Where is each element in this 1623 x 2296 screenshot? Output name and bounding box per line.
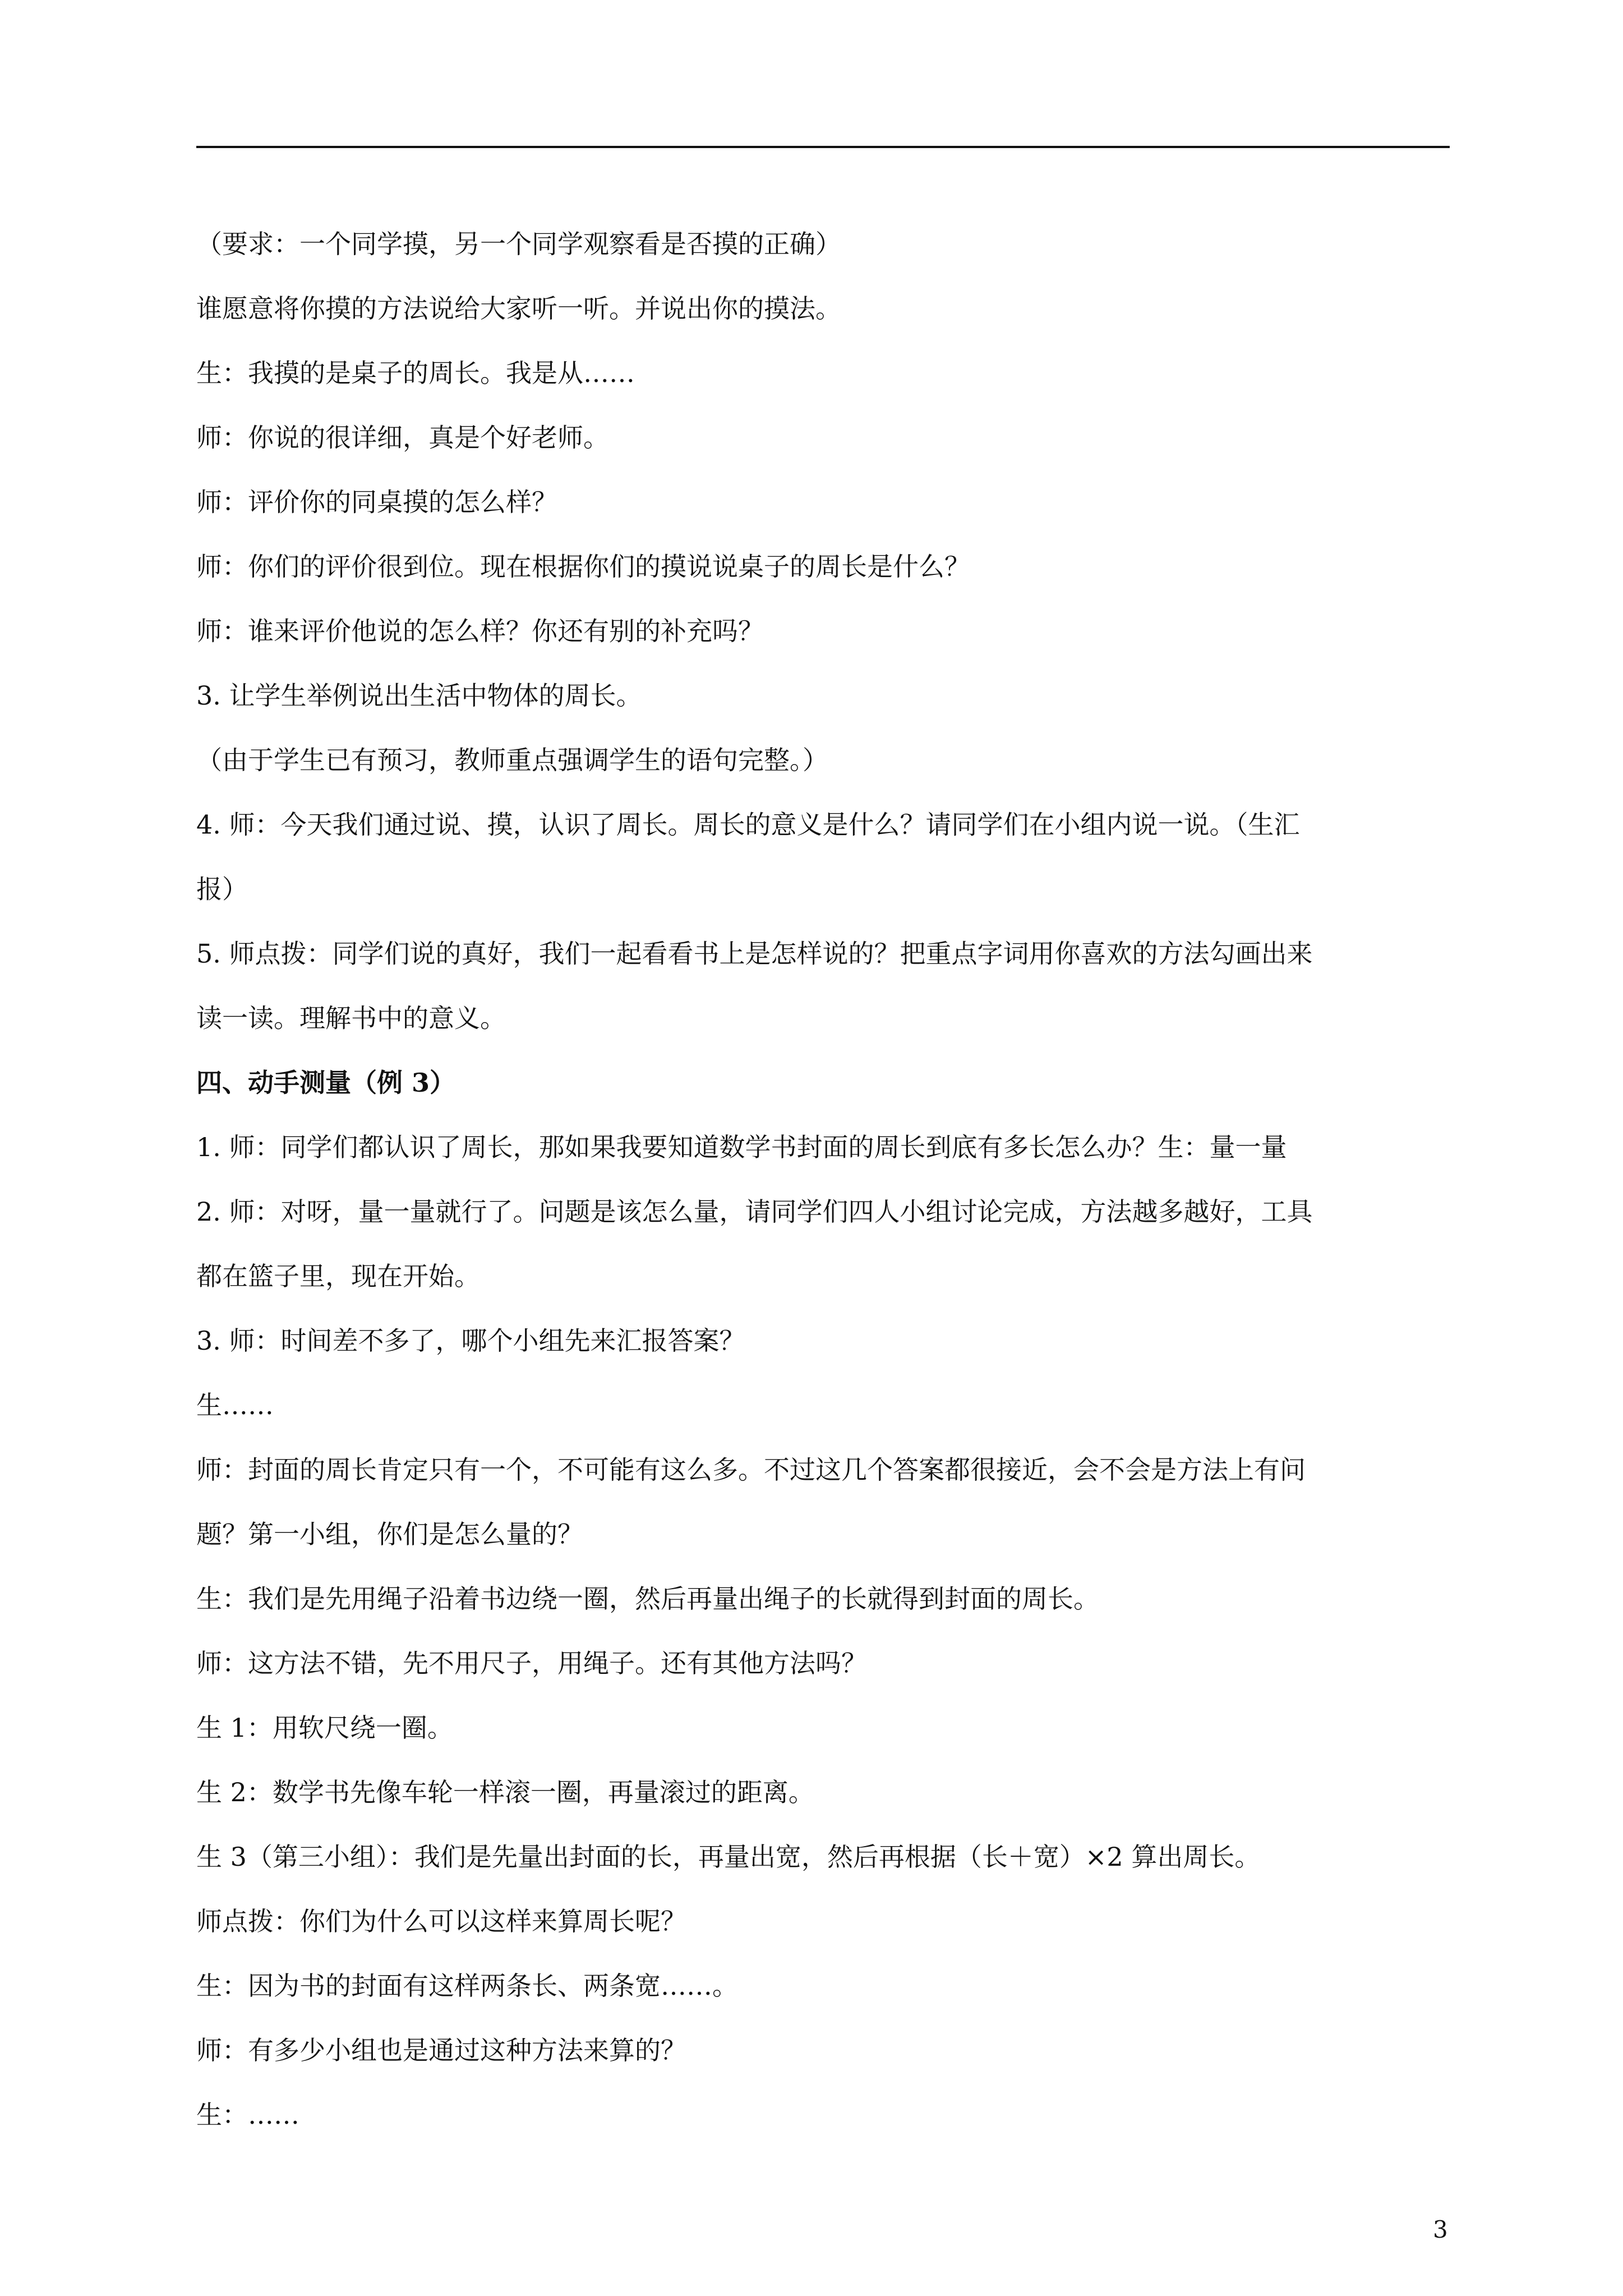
header-rule bbox=[196, 146, 1450, 148]
text-line: 生：…… bbox=[196, 2100, 299, 2130]
text-line: 3. 让学生举例说出生活中物体的周长。 bbox=[196, 680, 642, 711]
text-line: 生 1：用软尺绕一圈。 bbox=[196, 1713, 453, 1743]
text-line: 生 3（第三小组）：我们是先量出封面的长，再量出宽，然后再根据（长＋宽）×2 算出周长。 bbox=[196, 1842, 1261, 1872]
text-line: 4. 师：今天我们通过说、摸，认识了周长。周长的意义是什么？请同学们在小组内说一说。（生汇 bbox=[196, 809, 1300, 840]
text-line: 1. 师：同学们都认识了周长，那如果我要知道数学书封面的周长到底有多长怎么办？生：量一量 bbox=[196, 1132, 1287, 1162]
text-line: 2. 师：对呀，量一量就行了。问题是该怎么量，请同学们四人小组讨论完成，方法越多越好，工具 bbox=[196, 1197, 1313, 1227]
text-line: 3. 师：时间差不多了，哪个小组先来汇报答案？ bbox=[196, 1326, 745, 1356]
text-line: 生 2：数学书先像车轮一样滚一圈，再量滚过的距离。 bbox=[196, 1777, 814, 1807]
text-line: （要求：一个同学摸，另一个同学观察看是否摸的正确） bbox=[196, 229, 841, 259]
text-line: 谁愿意将你摸的方法说给大家听一听。并说出你的摸法。 bbox=[196, 293, 841, 324]
text-line: 读一读。理解书中的意义。 bbox=[196, 1003, 506, 1033]
text-line: 报） bbox=[196, 874, 248, 904]
text-line: 生…… bbox=[196, 1390, 274, 1420]
text-line: 师：你说的很详细，真是个好老师。 bbox=[196, 422, 609, 453]
text-line: 师点拨：你们为什么可以这样来算周长呢？ bbox=[196, 1906, 686, 1936]
section-heading: 四、动手测量（例 3） bbox=[196, 1068, 456, 1098]
text-line: 师：你们的评价很到位。现在根据你们的摸说说桌子的周长是什么？ bbox=[196, 551, 970, 582]
document-body bbox=[196, 212, 1453, 2147]
text-line: 师：评价你的同桌摸的怎么样？ bbox=[196, 487, 557, 517]
text-line: 生：我摸的是桌子的周长。我是从…… bbox=[196, 358, 635, 388]
text-line: 5. 师点拨：同学们说的真好，我们一起看看书上是怎样说的？把重点字词用你喜欢的方法勾画出来 bbox=[196, 938, 1313, 969]
text-line: 师：封面的周长肯定只有一个，不可能有这么多。不过这几个答案都很接近，会不会是方法上有问 bbox=[196, 1455, 1306, 1485]
text-line: 师：谁来评价他说的怎么样？你还有别的补充吗？ bbox=[196, 616, 764, 646]
text-line: 师：有多少小组也是通过这种方法来算的？ bbox=[196, 2035, 686, 2065]
text-line: 生：我们是先用绳子沿着书边绕一圈，然后再量出绳子的长就得到封面的周长。 bbox=[196, 1584, 1099, 1614]
text-line: 生：因为书的封面有这样两条长、两条宽……。 bbox=[196, 1971, 738, 2001]
text-line: 题？第一小组，你们是怎么量的？ bbox=[196, 1519, 583, 1549]
text-line: 都在篮子里，现在开始。 bbox=[196, 1261, 480, 1291]
text-line: 师：这方法不错，先不用尺子，用绳子。还有其他方法吗？ bbox=[196, 1648, 867, 1678]
page-number: 3 bbox=[1433, 2216, 1448, 2243]
text-line: （由于学生已有预习，教师重点强调学生的语句完整。） bbox=[196, 745, 828, 775]
